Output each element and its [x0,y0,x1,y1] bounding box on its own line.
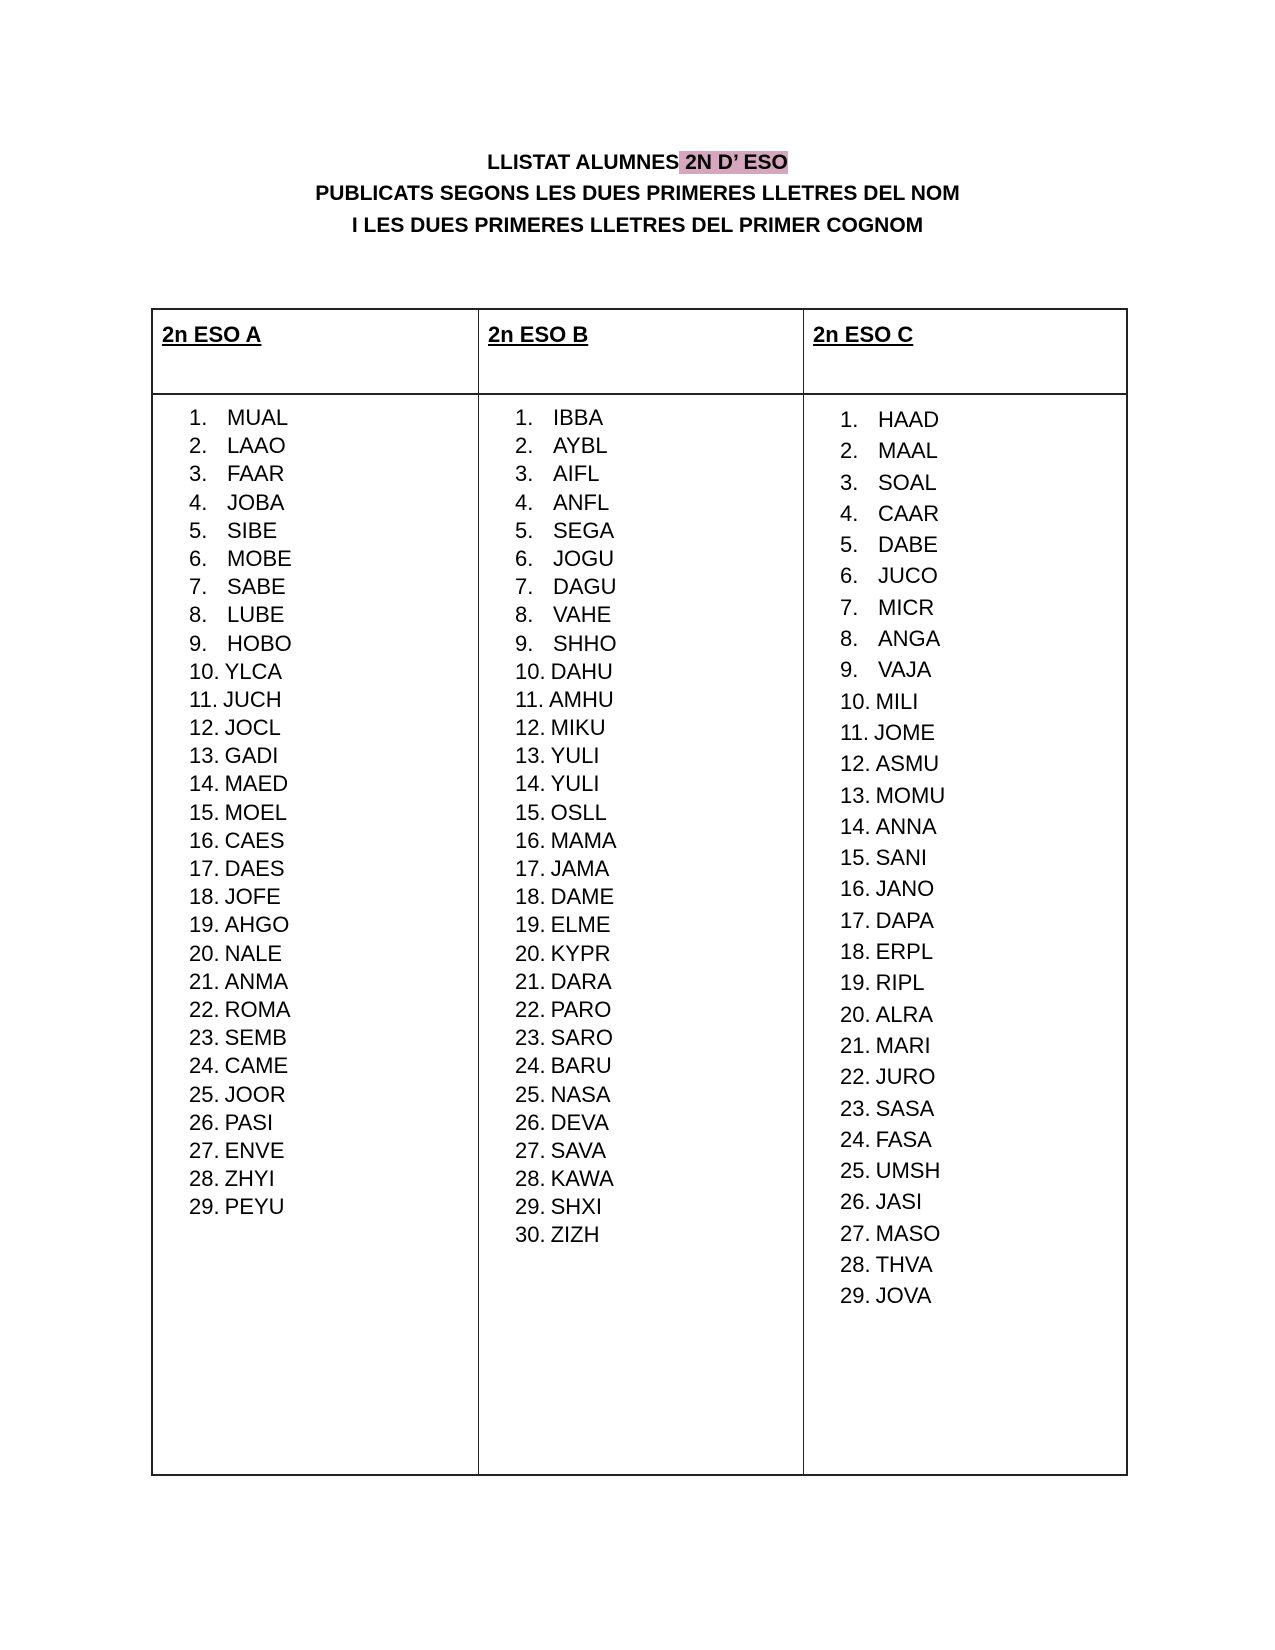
student-code: JOFE [224,884,281,910]
student-list-item [189,855,292,883]
item-number: 19. [515,912,546,938]
item-number: 13. [189,743,220,769]
student-list-item [840,1124,945,1155]
item-number: 2. [840,438,859,464]
student-list-item [840,498,945,529]
student-list-item [189,883,292,911]
student-code: ANFL [553,489,610,515]
item-number: 19. [189,912,220,938]
student-code: SARO [550,1025,613,1051]
student-code: AYBL [553,433,608,459]
student-list-item [189,770,292,798]
item-number: 29. [515,1194,546,1220]
student-list [515,404,617,1250]
student-code: DAHU [550,658,613,684]
item-number: 3. [189,461,208,487]
student-code: VAJA [878,657,932,683]
item-number: 4. [515,489,534,515]
item-number: 7. [840,594,859,620]
student-code: ENVE [224,1137,285,1163]
item-number: 6. [840,563,859,589]
group-column-b [478,310,805,1474]
student-code: MASO [875,1220,941,1246]
student-list-item [515,1137,617,1165]
item-number: 16. [189,827,220,853]
student-code: BARU [550,1053,612,1079]
student-list-item [840,404,945,435]
student-code: HAAD [878,407,940,432]
item-number: 28. [189,1166,220,1192]
item-number: 21. [515,968,546,994]
item-number: 5. [515,517,534,543]
student-list-item [189,1193,292,1221]
student-list-item [515,883,617,911]
item-number: 13. [515,743,546,769]
item-number: 23. [840,1095,871,1121]
item-number: 11. [840,719,869,745]
student-code: JOCL [224,715,281,741]
student-list-item [840,1249,945,1280]
student-list-item [515,968,617,996]
item-number: 23. [189,1025,220,1051]
student-list-item [840,842,945,873]
student-list-item [515,1052,617,1080]
student-code: SAVA [550,1137,607,1163]
item-number: 21. [189,968,220,994]
student-code: THVA [875,1252,933,1278]
student-list-item [840,873,945,904]
student-list-item [515,1081,617,1109]
student-code: ELME [550,912,611,938]
student-code: KAWA [550,1166,614,1192]
item-number: 17. [515,856,546,881]
student-code: JOBA [227,489,285,515]
student-list-item [840,654,945,685]
student-list-item [189,1024,292,1052]
student-list-item [515,1193,617,1221]
student-code: ALRA [875,1001,934,1027]
item-number: 7. [189,574,208,600]
item-number: 20. [840,1001,871,1027]
student-code: RIPL [875,970,925,996]
student-code: ERPL [875,939,934,965]
student-code: JOVA [875,1283,932,1309]
student-list-item [515,714,617,742]
student-list-item [189,827,292,855]
student-list-item [840,529,945,560]
student-code: ANGA [878,626,941,652]
student-list-item [189,799,292,827]
student-list-item [189,630,292,658]
student-list-item [189,573,292,601]
item-number: 1. [189,405,208,430]
student-list-item [840,1155,945,1186]
student-code: PASI [224,1109,274,1135]
student-code: JUCO [878,563,938,589]
item-number: 24. [189,1053,220,1079]
title-highlight-text: 2N D’ ESO [685,151,788,174]
student-code: MUAL [227,405,289,430]
item-number: 28. [840,1252,871,1278]
student-code: OSLL [550,799,607,825]
item-number: 23. [515,1025,546,1051]
student-list-item [515,460,617,488]
item-number: 26. [189,1109,220,1135]
student-list-item [840,905,945,936]
student-list-item [515,1221,617,1249]
document-title-line-1 [0,148,1275,178]
student-code: LAAO [227,433,286,459]
item-number: 18. [515,884,546,910]
student-list-item [840,748,945,779]
student-code: AIFL [553,461,600,487]
item-number: 10. [840,688,871,714]
item-number: 15. [189,799,220,825]
student-code: DABE [878,532,938,558]
student-code: FAAR [227,461,285,487]
student-code: JOOR [224,1081,286,1107]
student-code: SIBE [227,517,278,543]
item-number: 20. [515,940,546,966]
student-list-item [840,1093,945,1124]
item-number: 28. [515,1166,546,1192]
student-list-item [515,1109,617,1137]
student-code: ROMA [224,996,291,1022]
student-code: DEVA [550,1109,609,1135]
student-list-item [515,404,617,432]
student-list-item [515,686,617,714]
student-list-item [515,742,617,770]
student-code: SASA [875,1095,935,1121]
student-code: JURO [875,1064,936,1090]
student-list-item [840,1030,945,1061]
student-code: NASA [550,1081,611,1107]
student-list-item [840,967,945,998]
student-list-item [189,1137,292,1165]
student-list-item [515,1165,617,1193]
item-number: 14. [840,813,871,839]
document-title-line-3: I LES DUES PRIMERES LLETRES DEL PRIMER COGNOM [351,214,924,237]
student-list-item [840,1186,945,1217]
item-number: 16. [515,827,546,853]
item-number: 16. [840,876,871,902]
item-number: 10. [189,658,220,684]
item-number: 2. [515,433,534,459]
student-list-item [189,489,292,517]
item-number: 25. [840,1158,871,1184]
item-number: 11. [515,686,544,712]
student-list-item [515,432,617,460]
item-number: 27. [189,1137,220,1163]
student-list [189,404,292,1221]
student-code: ZHYI [224,1166,275,1192]
student-code: MOMU [875,782,946,808]
student-list-item [189,460,292,488]
student-code: DARA [550,968,612,994]
item-number: 30. [515,1222,546,1248]
item-number: 5. [189,517,208,543]
student-code: CAME [224,1053,289,1079]
student-list-item [840,1218,945,1249]
student-list-item [189,911,292,939]
student-code: JAMA [550,856,610,881]
student-code: CAES [224,827,285,853]
student-list-item [515,630,617,658]
student-list-item [840,999,945,1030]
student-list-item [189,714,292,742]
student-list [840,404,945,1312]
student-list-item [515,601,617,629]
item-number: 6. [189,545,208,571]
student-code: ZIZH [550,1222,600,1248]
groups-table [151,308,1128,1476]
student-code: LUBE [227,602,285,628]
student-list-item [840,1061,945,1092]
student-list-item [515,911,617,939]
student-code: SABE [227,574,286,600]
student-code: CAAR [878,500,940,526]
group-header [479,310,805,395]
document-title-line-2: PUBLICATS SEGONS LES DUES PRIMERES LLETRES DEL NOM [315,182,960,205]
student-code: PARO [550,996,612,1022]
student-code: NALE [224,940,283,966]
student-code: JOME [873,719,936,745]
student-code: MAED [224,771,289,797]
student-list-item [189,517,292,545]
student-code: JANO [875,876,935,902]
item-number: 29. [189,1194,220,1220]
student-code: SHHO [553,630,617,656]
group-name: 2n ESO A [162,322,262,347]
student-list-item [840,592,945,623]
item-number: 26. [840,1189,871,1215]
item-number: 3. [515,461,534,487]
student-list-item [189,545,292,573]
item-number: 25. [189,1081,220,1107]
student-code: ASMU [875,751,940,777]
student-list-item [515,799,617,827]
student-code: DAPA [875,907,934,933]
student-list-item [515,855,617,883]
item-number: 25. [515,1081,546,1107]
item-number: 15. [515,799,546,825]
item-number: 22. [515,996,546,1022]
item-number: 1. [840,407,859,432]
student-list-item [515,770,617,798]
student-code: JUCH [222,686,282,712]
student-code: JASI [875,1189,923,1215]
item-number: 8. [840,626,859,652]
student-list-item [840,686,945,717]
student-list-item [515,545,617,573]
item-number: 1. [515,405,534,430]
student-list-item [189,601,292,629]
student-code: DAES [224,856,285,881]
student-code: MILI [875,688,919,714]
item-number: 6. [515,545,534,571]
item-number: 8. [189,602,208,628]
item-number: 12. [840,751,871,777]
item-number: 29. [840,1283,871,1309]
group-column-c [803,310,1126,1474]
student-list-item [515,996,617,1024]
item-number: 24. [840,1126,871,1152]
item-number: 21. [840,1032,871,1058]
student-list-item [189,1109,292,1137]
item-number: 9. [840,657,859,683]
student-list-item [189,940,292,968]
student-code: MARI [875,1032,931,1058]
item-number: 19. [840,970,871,996]
student-list-item [515,940,617,968]
item-number: 27. [515,1137,546,1163]
student-list-item [189,1081,292,1109]
item-number: 12. [189,715,220,741]
item-number: 3. [840,469,859,495]
item-number: 15. [840,845,871,871]
item-number: 22. [189,996,220,1022]
student-code: MAMA [550,827,617,853]
student-code: MIKU [550,715,606,741]
item-number: 22. [840,1064,871,1090]
student-list-item [189,686,292,714]
item-number: 7. [515,574,534,600]
item-number: 2. [189,433,208,459]
student-list-item [189,658,292,686]
student-list-item [840,811,945,842]
student-list-item [515,489,617,517]
student-code: ANMA [224,968,289,994]
item-number: 17. [189,856,220,881]
student-list-item [840,1280,945,1311]
student-code: AHGO [224,912,290,938]
student-list-item [189,404,292,432]
item-number: 13. [840,782,871,808]
student-list-item [189,742,292,770]
item-number: 4. [840,500,859,526]
student-list-item [840,717,945,748]
item-number: 17. [840,907,871,933]
student-code: SEGA [553,517,615,543]
student-list-item [840,936,945,967]
student-list-item [189,1165,292,1193]
item-number: 5. [840,532,859,558]
student-code: UMSH [875,1158,941,1184]
student-code: GADI [224,743,279,769]
student-list-item [515,573,617,601]
item-number: 20. [189,940,220,966]
student-code: YLCA [224,658,283,684]
student-list-item [515,658,617,686]
student-code: DAGU [553,574,617,600]
student-list-item [189,432,292,460]
student-code: MOEL [224,799,287,825]
group-name: 2n ESO B [488,322,589,347]
item-number: 14. [189,771,220,797]
student-code: SHXI [550,1194,602,1220]
student-code: MOBE [227,545,292,571]
item-number: 18. [189,884,220,910]
item-number: 8. [515,602,534,628]
student-list-item [840,623,945,654]
student-code: YULI [550,771,600,797]
student-code: PEYU [224,1194,285,1220]
student-code: FASA [875,1126,932,1152]
item-number: 9. [515,630,534,656]
student-code: IBBA [553,405,604,430]
item-number: 14. [515,771,546,797]
group-name: 2n ESO C [813,322,914,347]
student-list-item [840,435,945,466]
student-code: MAAL [878,438,938,464]
title-prefix: LLISTAT ALUMNES [487,151,680,174]
item-number: 24. [515,1053,546,1079]
group-header [153,310,479,395]
student-code: YULI [550,743,600,769]
student-code: JOGU [553,545,615,571]
student-list-item [840,467,945,498]
student-code: VAHE [553,602,612,628]
item-number: 18. [840,939,871,965]
student-code: SANI [875,845,927,871]
student-list-item [515,1024,617,1052]
student-code: MICR [878,594,935,620]
student-code: KYPR [550,940,611,966]
student-code: DAME [550,884,615,910]
title-highlight [679,151,788,174]
student-code: HOBO [227,630,292,656]
item-number: 12. [515,715,546,741]
item-number: 27. [840,1220,871,1246]
student-code: SOAL [878,469,937,495]
student-list-item [840,560,945,591]
student-list-item [840,780,945,811]
group-column-a [153,310,479,1474]
student-list-item [515,827,617,855]
student-list-item [515,517,617,545]
item-number: 26. [515,1109,546,1135]
student-code: ANNA [875,813,937,839]
student-code: SEMB [224,1025,287,1051]
group-header [804,310,1126,395]
student-code: AMHU [548,686,614,712]
item-number: 11. [189,686,218,712]
student-list-item [189,1052,292,1080]
item-number: 9. [189,630,208,656]
item-number: 10. [515,658,546,684]
item-number: 4. [189,489,208,515]
student-list-item [189,996,292,1024]
student-list-item [189,968,292,996]
